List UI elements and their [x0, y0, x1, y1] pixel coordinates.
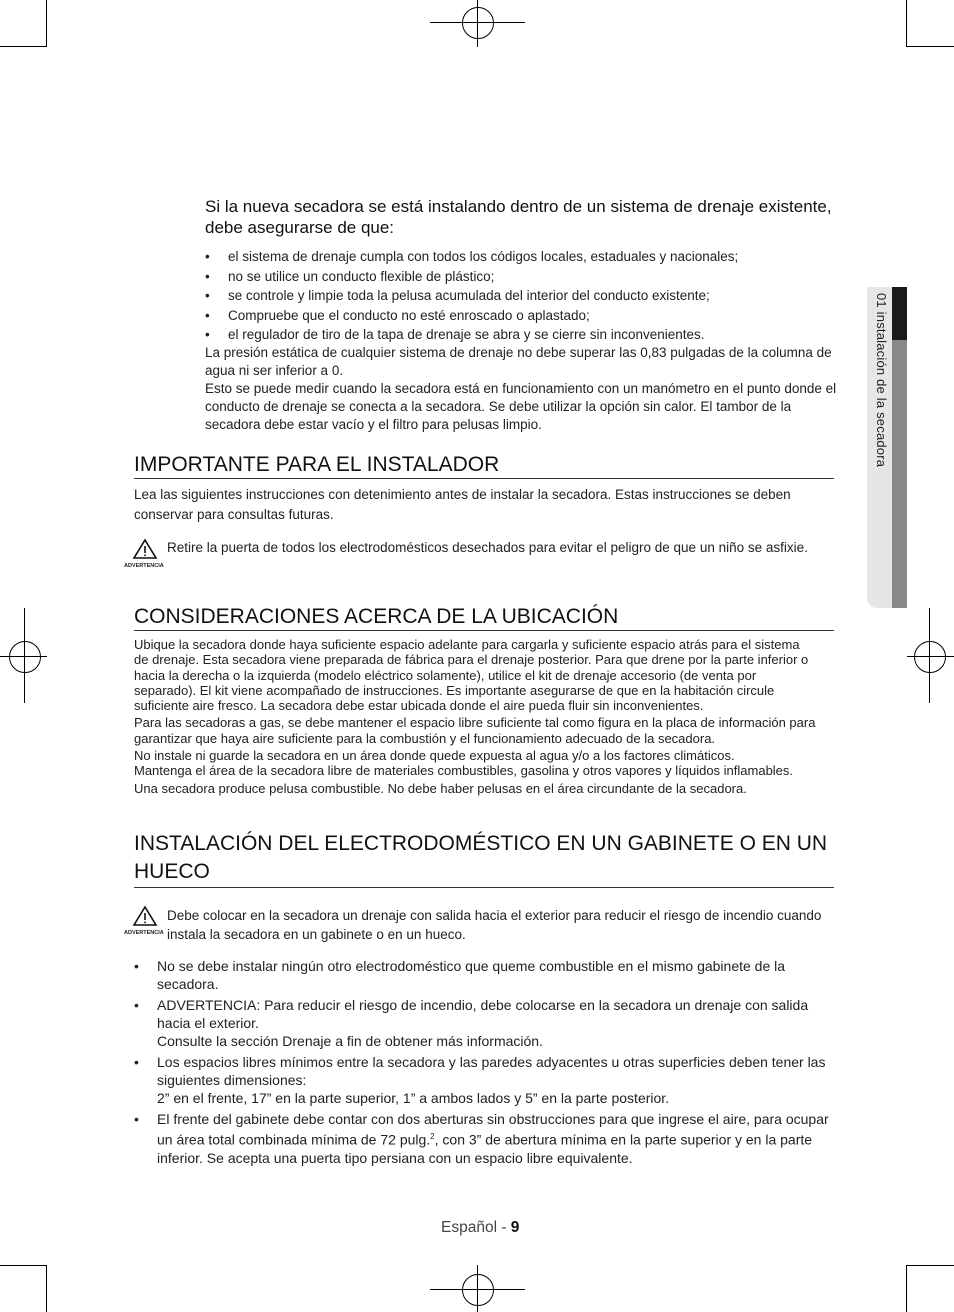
- paragraph: Una secadora produce pelusa combustible. No debe haber pelusas en el área circundante de la secadora.: [134, 780, 747, 796]
- registration-mark: [9, 641, 41, 673]
- intro-paragraph: La presión estática de cualquier sistema de drenaje no debe superar las 0,83 pulgadas de la columna de agua ni ser inferior a 0.: [205, 345, 832, 378]
- crop-mark: [906, 0, 907, 47]
- section-title: IMPORTANTE PARA EL INSTALADOR: [134, 452, 834, 479]
- list-item: • El frente del gabinete debe contar con dos aberturas sin obstrucciones para que ingrese el aire, para ocupar un área total combinada mínima de 72 pulg.$^2$, con 3” de abertura mínima en la parte superior y en la parte inferior. Se acepta una puerta tipo persiana con un espacio libre equivalente.: [134, 1110, 836, 1167]
- list-item: • Los espacios libres mínimos entre la secadora y las paredes adyacentes u otras superficies deben tener las siguientes dimensiones: 2” en el frente, 17” en la parte superior, 1” a ambos lados y 5” en la parte posterior.: [134, 1053, 836, 1107]
- section-title: INSTALACIÓN DEL ELECTRODOMÉSTICO EN UN GABINETE O EN UN HUECO: [134, 830, 834, 888]
- list-item: • se controle y limpie toda la pelusa acumulada del interior del conducto existente;: [205, 286, 845, 306]
- cabinet-bullet-list: [134, 957, 836, 1170]
- chapter-tab-bar: [892, 340, 907, 608]
- paragraph: No instale ni guarde la secadora en un área donde quede expuesta al agua y/o a los factores climáticos.: [134, 748, 735, 764]
- registration-mark: [462, 1274, 494, 1306]
- registration-mark: [462, 7, 494, 39]
- intro-heading: Si la nueva secadora se está instalando dentro de un sistema de drenaje existente, debe asegurarse de que:: [205, 197, 832, 237]
- intro-paragraph: Esto se puede medir cuando la secadora está en funcionamiento con un manómetro en el punto donde el conducto de drenaje se conecta a la secadora. Se debe utilizar la opción sin calor. El tambor de la secadora debe estar vacío y el filtro para pelusas limpio.: [205, 381, 837, 432]
- warning-text: Retire la puerta de todos los electrodomésticos desechados para evitar el peligro de que un niño se asfixie.: [167, 540, 808, 555]
- crop-mark: [46, 0, 47, 47]
- list-item: • No se debe instalar ningún otro electrodoméstico que queme combustible en el mismo gabinete de la secadora.: [134, 957, 836, 993]
- section-title: CONSIDERACIONES ACERCA DE LA UBICACIÓN: [134, 604, 834, 631]
- list-item: • no se utilice un conducto flexible de plástico;: [205, 267, 845, 287]
- list-item: • el regulador de tiro de la tapa de drenaje se abra y se cierre sin inconvenientes.: [205, 325, 845, 345]
- page-number: Español - 9: [441, 1219, 520, 1236]
- list-item: • el sistema de drenaje cumpla con todos los códigos locales, estaduales y nacionales;: [205, 247, 845, 267]
- warning-label: ADVERTENCIA: [124, 563, 164, 569]
- section-body: Lea las siguientes instrucciones con detenimiento antes de instalar la secadora. Estas instrucciones se deben conservar para consultas futuras.: [134, 487, 791, 522]
- list-item: • ADVERTENCIA: Para reducir el riesgo de incendio, debe colocarse en la secadora un drenaje con salida hacia el exterior. Consulte la sección Drenaje a fin de obtener más información.: [134, 996, 836, 1050]
- warning-label: ADVERTENCIA: [124, 930, 164, 936]
- warning-text: Debe colocar en la secadora un drenaje con salida hacia el exterior para reducir el riesgo de incendio cuando instala la secadora en un gabinete o en un hueco.: [167, 908, 822, 942]
- crop-mark: [46, 1265, 47, 1312]
- paragraph: Ubique la secadora donde haya suficiente espacio adelante para cargarla y suficiente espacio atrás para el sistema de drenaje. Esta secadora viene preparada de fábrica para el drenaje posterior. Para que drene por la parte inferior o hacia la derecha o la izquierda (modelo eléctrico solamente), utilice el kit de drenaje accesorio (de venta por separado). El kit viene acompañado de instrucciones. Es importante asegurarse de que en la habitación circule suficiente aire fresco. La secadora debe estar ubicada donde el aire pueda fluir sin inconvenientes.: [134, 637, 809, 714]
- paragraph: Mantenga el área de la secadora libre de materiales combustibles, gasolina y otros vapores y líquidos inflamables.: [134, 763, 794, 779]
- section-body: [134, 637, 834, 796]
- crop-mark: [906, 1265, 907, 1312]
- list-item: • Compruebe que el conducto no esté enroscado o aplastado;: [205, 306, 845, 326]
- crop-mark: [907, 1265, 954, 1266]
- paragraph: Para las secadoras a gas, se debe mantener el espacio libre suficiente tal como figura en la placa de información para garantizar que haya aire suficiente para la combustión y el funcionamiento adecuado de la secadora.: [134, 715, 816, 746]
- crop-mark: [0, 46, 47, 47]
- chapter-tab-label: 01 instalación de la secadora: [874, 293, 889, 468]
- chapter-tab-marker: [892, 287, 907, 340]
- crop-mark: [0, 1265, 47, 1266]
- registration-mark: [914, 641, 946, 673]
- crop-mark: [907, 46, 954, 47]
- intro-bullet-list: [205, 247, 845, 345]
